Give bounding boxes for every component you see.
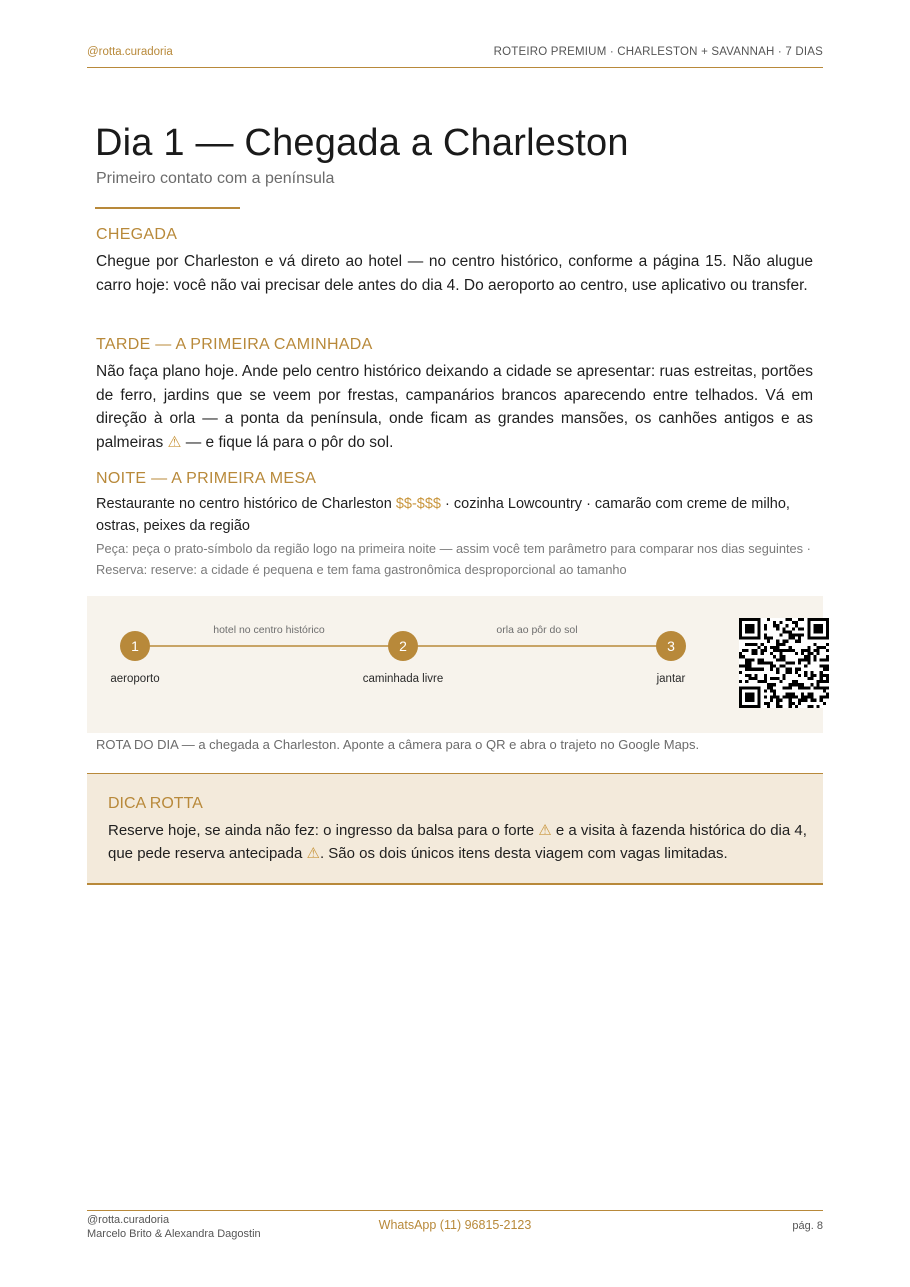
route-caption: ROTA DO DIA — a chegada a Charleston. Aponte a câmera para o QR e abra o trajeto no Google Maps.	[96, 737, 700, 752]
warning-icon: ⚠	[167, 433, 182, 451]
header-brand: @rotta.curadoria	[87, 46, 173, 58]
price-range: $$-$$$	[395, 496, 441, 512]
header-document-title: ROTEIRO PREMIUM · CHARLESTON + SAVANNAH · 7 DIAS	[493, 46, 823, 58]
route-segment-label: hotel no centro histórico	[213, 624, 325, 636]
route-stop-label: aeroporto	[110, 673, 160, 685]
route-stop-marker: 3	[656, 631, 686, 661]
restaurant-info: Restaurante no centro histórico de Charleston $$-$$$ · cozinha Lowcountry · camarão com creme de milho, ostras, peixes da região	[96, 496, 790, 534]
tip-box	[87, 773, 823, 885]
route-stop-marker: 2	[388, 631, 418, 661]
section-heading-tarde: TARDE — A PRIMEIRA CAMINHADA	[96, 336, 373, 353]
section-text-tarde: Não faça plano hoje. Ande pelo centro histórico deixando a cidade se apresentar: ruas estreitas, portões de ferro, jardins que se veem por frestas, campanários brancos aparecendo entre telhados. Vá em direção à orla — a ponta da península, onde ficam as grandes mansões, os canhões antigos e as palmeiras ⚠ — e fique lá para o pôr do sol.	[96, 363, 813, 451]
tip-heading: DICA ROTTA	[108, 795, 203, 812]
route-line	[87, 596, 823, 733]
warning-icon: ⚠	[538, 822, 552, 839]
warning-icon: ⚠	[306, 845, 320, 862]
section-text-chegada: Chegue por Charleston e vá direto ao hotel — no centro histórico, conforme a página 15. Não alugue carro hoje: você não vai precisar dele antes do dia 4. Do aeroporto ao centro, use aplicativo ou transfer.	[96, 253, 813, 294]
qr-code-icon[interactable]	[739, 618, 829, 708]
title-divider	[95, 207, 240, 209]
route-stop-label: caminhada livre	[362, 673, 444, 685]
route-map	[87, 596, 823, 733]
page-title: Dia 1 — Chegada a Charleston	[95, 122, 629, 164]
route-segment-label: orla ao pôr do sol	[496, 624, 578, 636]
page-footer	[87, 1210, 823, 1251]
tip-text: Reserve hoje, se ainda não fez: o ingresso da balsa para o forte ⚠ e a visita à fazenda histórica do dia 4, que pede reserva antecipada ⚠. São os dois únicos itens desta viagem com vagas limitadas.	[108, 822, 807, 862]
page-subtitle: Primeiro contato com a península	[96, 170, 335, 187]
footer-authors: Marcelo Brito & Alexandra Dagostin	[87, 1228, 261, 1240]
footer-whatsapp[interactable]: WhatsApp (11) 96815-2123	[378, 1218, 532, 1232]
restaurant-note: Peça: peça o prato-símbolo da região logo na primeira noite — assim você tem parâmetro para comparar nos dias seguintes · Reserva: reserve: a cidade é pequena e tem fama gastronômica desproporcional ao tamanho	[96, 541, 811, 577]
route-stop-marker: 1	[120, 631, 150, 661]
footer-brand: @rotta.curadoria	[87, 1214, 170, 1226]
section-heading-chegada: CHEGADA	[96, 226, 178, 243]
route-stop-label: jantar	[656, 673, 686, 685]
page-header	[87, 46, 823, 68]
section-heading-noite: NOITE — A PRIMEIRA MESA	[96, 470, 317, 487]
page-number: pág. 8	[792, 1220, 823, 1232]
